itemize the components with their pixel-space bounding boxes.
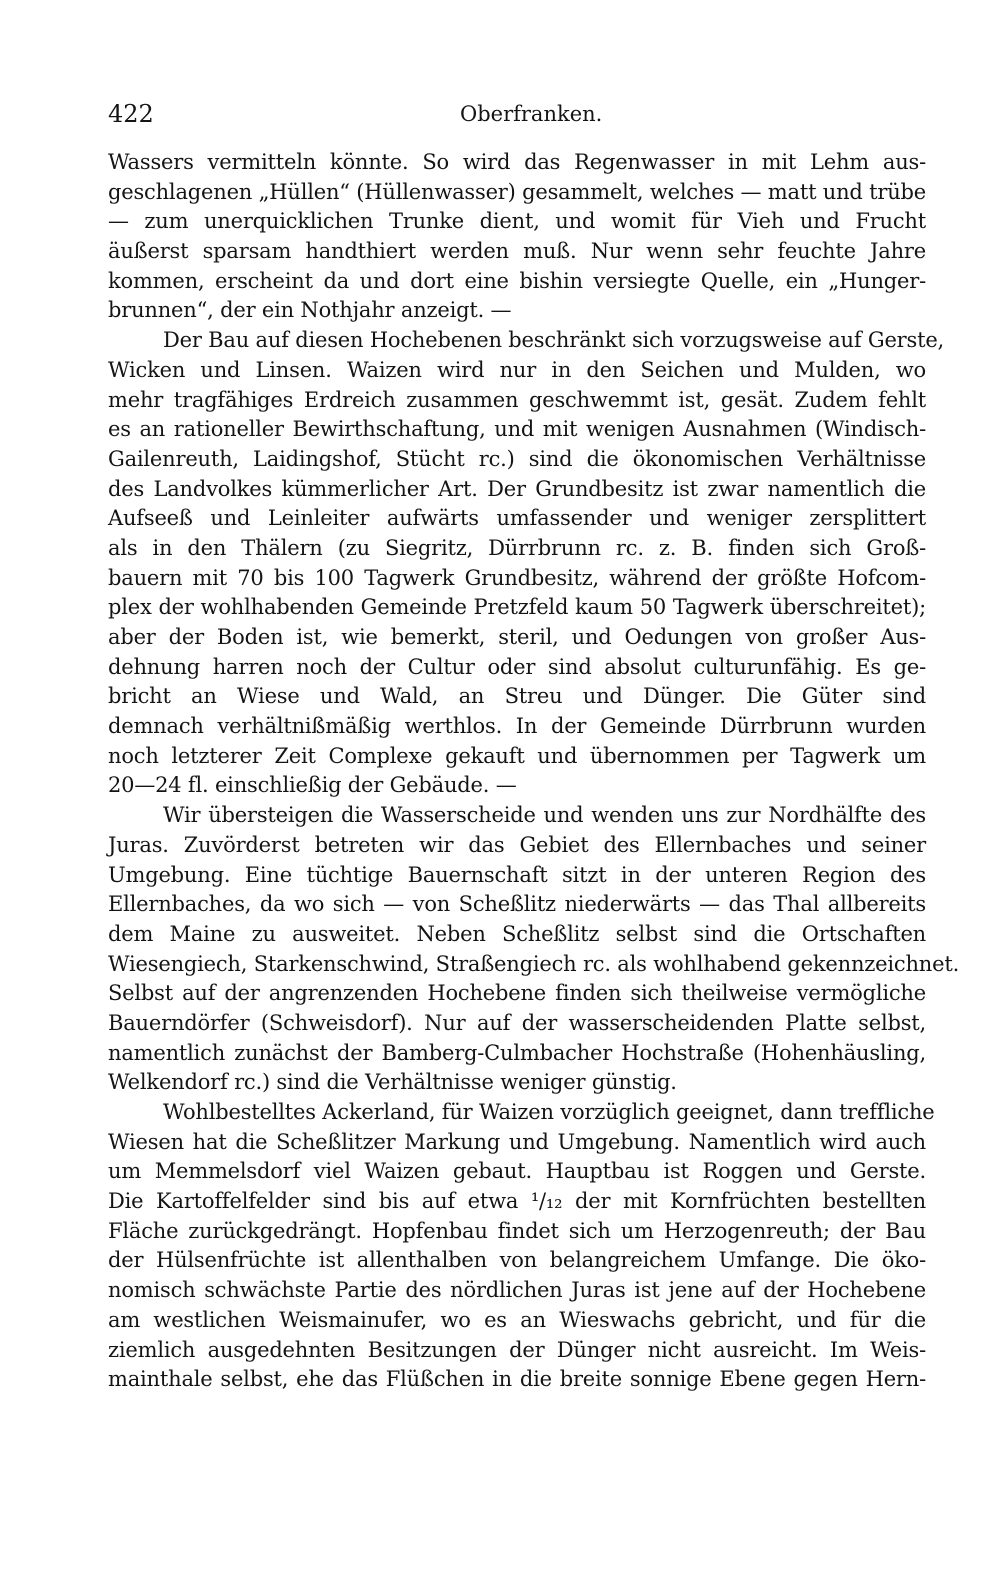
paragraph [108,801,960,1098]
text-line: Fläche zurückgedrängt. Hopfenbau findet sich um Herzogenreuth; der Bau [108,1218,926,1243]
text-line: Wir übersteigen die Wasserscheide und wenden uns zur Nordhälfte des [163,803,926,828]
text-line: Wassers vermitteln könnte. So wird das Regenwasser in mit Lehm aus- [108,150,926,174]
text-line: mainthale selbst, ehe das Flüßchen in die breite sonnige Ebene gegen Hern- [108,1367,926,1392]
text-line: äußerst sparsam handthiert werden muß. Nur wenn sehr feuchte Jahre [108,239,926,264]
page-header [108,100,926,134]
text-line: nomisch schwächste Partie des nördlichen Juras ist jene auf der Hochebene [108,1278,926,1303]
text-line: — zum unerquicklichen Trunke dient, und womit für Vieh und Frucht [108,209,926,234]
text-line: es an rationeller Bewirthschaftung, und mit wenigen Ausnahmen (Windisch- [108,417,926,442]
text-line: Wicken und Linsen. Waizen wird nur in den Seichen und Mulden, wo [108,357,926,382]
paragraph [108,1098,935,1395]
text-line: 20—24 fl. einschließig der Gebäude. — [108,773,517,798]
text-line: Der Bau auf diesen Hochebenen beschränkt sich vorzugsweise auf Gerste, [163,328,945,353]
text-line: Wohlbestelltes Ackerland, für Waizen vorzüglich geeignet, dann treffliche [163,1100,935,1124]
text-line: Die Kartoffelfelder sind bis auf etwa ¹/₁₂ der mit Kornfrüchten bestellten [108,1189,926,1214]
page-number: 422 [108,100,154,128]
text-line: Gailenreuth, Laidingshof, Stücht rc.) sind die ökonomischen Verhältnisse [108,446,926,471]
text-line: als in den Thälern (zu Siegritz, Dürrbrunn rc. z. B. finden sich Groß- [108,535,926,560]
text-line: mehr tragfähiges Erdreich zusammen geschwemmt ist, gesät. Zudem fehlt [108,387,926,412]
text-line: bauern mit 70 bis 100 Tagwerk Grundbesitz, während der größte Hofcom- [108,565,926,590]
body-text [108,148,960,1395]
text-line: aber der Boden ist, wie bemerkt, steril, und Oedungen von großer Aus- [108,625,926,649]
text-line: demnach verhältnißmäßig werthlos. In der Gemeinde Dürrbrunn wurden [108,714,926,739]
text-line: kommen, erscheint da und dort eine bishin versiegte Quelle, ein „Hunger- [108,268,926,293]
text-line: Bauerndörfer (Schweisdorf). Nur auf der wasserscheidenden Platte selbst, [108,1010,926,1035]
text-line: Selbst auf der angrenzenden Hochebene finden sich theilweise vermögliche [108,981,926,1006]
text-line: des Landvolkes kümmerlicher Art. Der Grundbesitz ist zwar namentlich die [108,476,926,501]
text-line: dem Maine zu ausweitet. Neben Scheßlitz selbst sind die Ortschaften [108,921,926,946]
text-line: noch letzterer Zeit Complexe gekauft und übernommen per Tagwerk um [108,743,926,768]
text-line: geschlagenen „Hüllen“ (Hüllenwasser) gesammelt, welches — matt und trübe [108,179,927,204]
text-line: plex der wohlhabenden Gemeinde Pretzfeld kaum 50 Tagwerk überschreitet); [108,595,926,620]
text-line: Umgebung. Eine tüchtige Bauernschaft sitzt in der unteren Region des [108,862,926,887]
text-line: Wiesen hat die Scheßlitzer Markung und Umgebung. Namentlich wird auch [108,1129,926,1154]
text-line: Wiesengiech, Starkenschwind, Straßengiech rc. als wohlhabend gekennzeichnet. [108,951,960,976]
running-head: Oberfranken. [460,102,603,126]
text-line: um Memmelsdorf viel Waizen gebaut. Hauptbau ist Roggen und Gerste. [108,1159,926,1184]
text-line: Aufseeß und Leinleiter aufwärts umfassender und weniger zersplittert [108,506,926,531]
text-line: der Hülsenfrüchte ist allenthalben von belangreichem Umfange. Die öko- [108,1248,926,1273]
paragraph [108,148,926,326]
text-line: bricht an Wiese und Wald, an Streu und Dünger. Die Güter sind [108,684,926,709]
text-line: am westlichen Weismainufer, wo es an Wieswachs gebricht, und für die [108,1307,926,1332]
text-line: brunnen“, der ein Nothjahr anzeigt. — [108,298,512,323]
text-line: Juras. Zuvörderst betreten wir das Gebiet des Ellernbaches und seiner [108,832,926,857]
text-line: Welkendorf rc.) sind die Verhältnisse weniger günstig. [108,1070,677,1095]
paragraph [108,326,945,801]
text-line: ziemlich ausgedehnten Besitzungen der Dünger nicht ausreicht. Im Weis- [108,1337,926,1362]
text-line: dehnung harren noch der Cultur oder sind absolut culturunfähig. Es ge- [108,654,926,679]
text-line: Ellernbaches, da wo sich — von Scheßlitz niederwärts — das Thal allbereits [108,892,926,917]
text-line: namentlich zunächst der Bamberg-Culmbacher Hochstraße (Hohenhäusling, [108,1040,926,1065]
